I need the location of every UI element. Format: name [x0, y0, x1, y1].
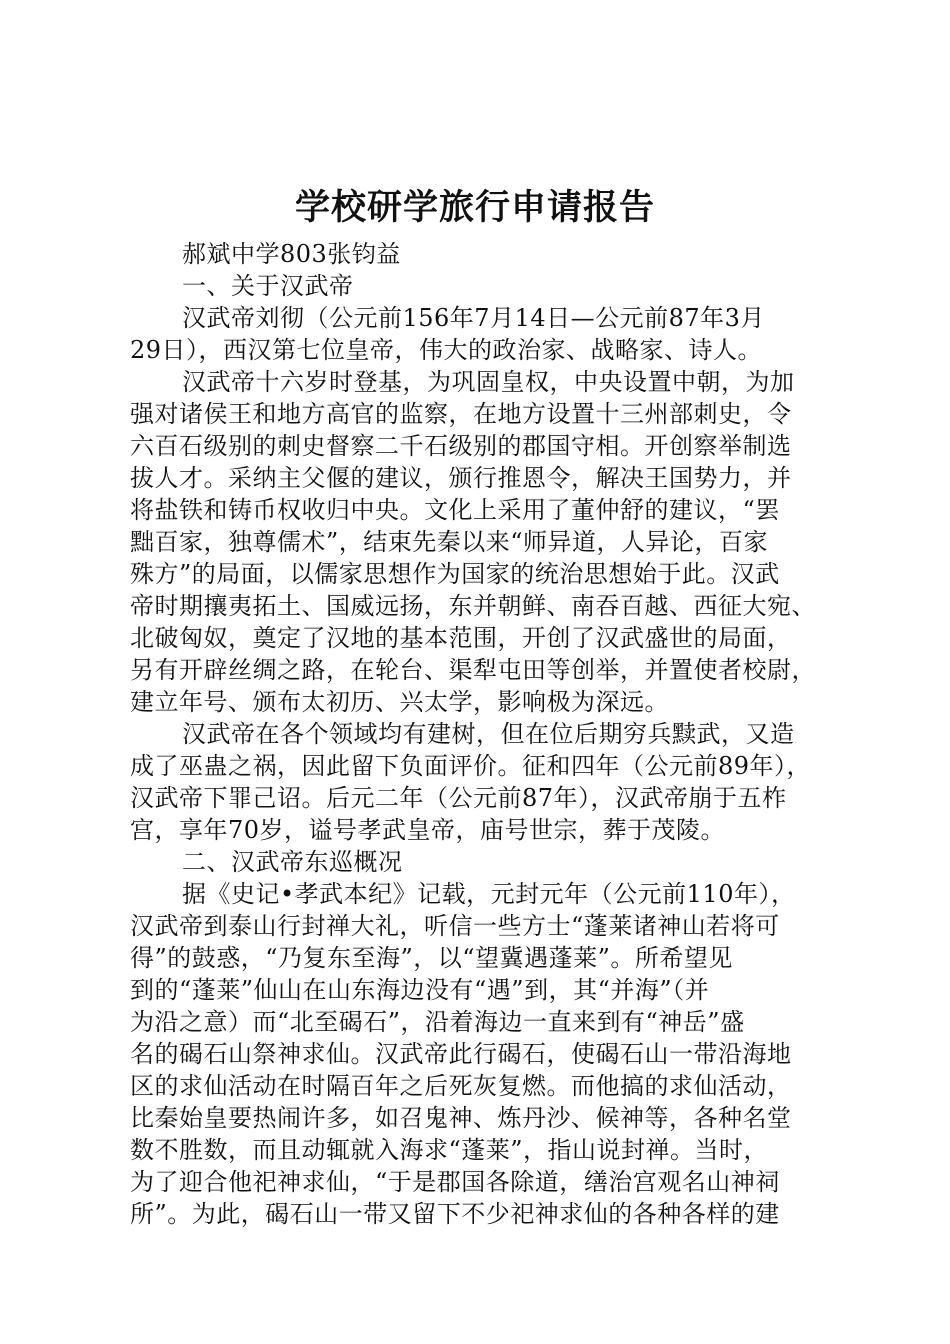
- text-line: 建立年号、颁布太初历、兴太学，影响极为深远。: [130, 688, 669, 716]
- text-line: 拔人才。采纳主父偃的建议，颁行推恩令，解决王国势力，并: [130, 464, 792, 492]
- text-line: 所”。为此，碣石山一带又留下不少祀神求仙的各种各样的建: [130, 1200, 780, 1228]
- text-line: 29日），西汉第七位皇帝，伟大的政治家、战略家、诗人。: [130, 336, 763, 364]
- text-line: 比秦始皇要热闹许多，如召鬼神、炼丹沙、候神等，各种名堂: [130, 1104, 792, 1132]
- text-line: 名的碣石山祭神求仙。汉武帝此行碣石，使碣石山一带沿海地: [130, 1040, 792, 1068]
- text-line: 成了巫蛊之祸，因此留下负面评价。征和四年（公元前89年），: [130, 752, 812, 780]
- text-line: 到的“蓬莱”仙山在山东海边没有“遇”到，其“并海”（并: [130, 976, 710, 1004]
- text-line: 汉武帝十六岁时登基，为巩固皇权，中央设置中朝，为加: [182, 368, 795, 396]
- text-line: 宫，享年70岁，谥号孝武皇帝，庙号世宗，葬于茂陵。: [130, 816, 726, 844]
- text-line: 北破匈奴，奠定了汉地的基本范围，开创了汉武盛世的局面，: [130, 624, 792, 652]
- text-line: 六百石级别的刺史督察二千石级别的郡国守相。开创察举制选: [130, 432, 792, 460]
- text-line: 帝时期攘夷拓土、国威远扬，东并朝鲜、南吞百越、西征大宛、: [130, 592, 816, 620]
- text-line: 郝斌中学803张钧益: [182, 240, 401, 268]
- document-title: 学校研学旅行申请报告: [294, 187, 655, 228]
- text-line: 另有开辟丝绸之路，在轮台、渠犁屯田等创举，并置使者校尉，: [130, 656, 816, 684]
- text-line: 汉武帝刘彻（公元前156年7月14日—公元前87年3月: [182, 304, 765, 332]
- text-line: 据《史记•孝武本纪》记载，元封元年（公元前110年），: [182, 880, 796, 908]
- text-line: 汉武帝在各个领域均有建树，但在位后期穷兵黩武，又造: [182, 720, 795, 748]
- text-line: 数不胜数，而且动辄就入海求“蓬莱”，指山说封禅。当时，: [130, 1136, 769, 1164]
- text-line: 二、汉武帝东巡概况: [182, 848, 403, 876]
- text-line: 为了迎合他祀神求仙，“于是郡国各除道，缮治宫观名山神祠: [130, 1168, 780, 1196]
- text-line: 汉武帝到泰山行封禅大礼，听信一些方士“蓬莱诸神山若将可: [130, 912, 780, 940]
- text-line: 区的求仙活动在时隔百年之后死灰复燃。而他搞的求仙活动，: [130, 1072, 792, 1100]
- text-line: 一、关于汉武帝: [182, 272, 354, 300]
- text-line: 黜百家，独尊儒术”，结束先秦以来“师异道，人异论，百家: [130, 528, 769, 556]
- text-line: 殊方”的局面，以儒家思想作为国家的统治思想始于此。汉武: [130, 560, 780, 588]
- text-line: 为沿之意）而“北至碣石”，沿着海边一直来到有“神岳”盛: [130, 1008, 745, 1036]
- text-line: 强对诸侯王和地方高官的监察，在地方设置十三州部刺史，令: [130, 400, 792, 428]
- text-line: 汉武帝下罪己诏。后元二年（公元前87年），汉武帝崩于五柞: [130, 784, 787, 812]
- text-line: 得”的鼓惑，“乃复东至海”，以“望冀遇蓬莱”。所希望见: [130, 944, 733, 972]
- document-body: [130, 238, 836, 1230]
- text-line: 将盐铁和铸币权收归中央。文化上采用了董仲舒的建议，“罢: [130, 496, 780, 524]
